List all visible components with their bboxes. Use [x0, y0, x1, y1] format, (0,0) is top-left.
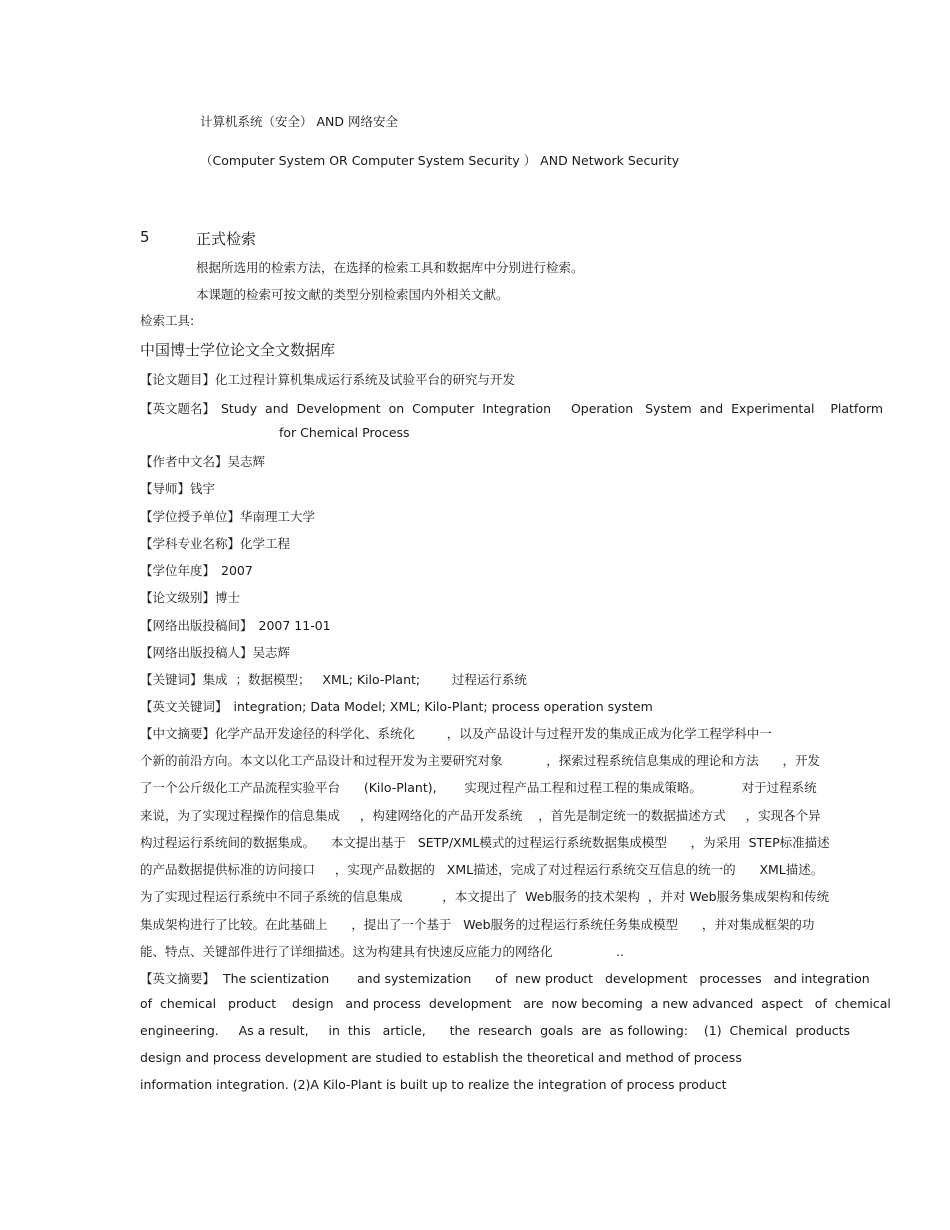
abstract-en-line: information integration. (2)A Kilo-Plant is built up to realize the integration of process product — [140, 1077, 727, 1092]
search-tools-label: 检索工具: — [140, 313, 195, 328]
abstract-cn-line: 构过程运行系统间的数据集成。 本文提出基于 SETP/XML模式的过程运行系统数据集成模型 ，为采用 STEP标准描述 — [140, 835, 830, 850]
field-keywords-en — [140, 697, 653, 715]
abstract-cn-line: 为了实现过程运行系统中不同子系统的信息集成 ，本文提出了 Web服务的技术架构 ，并对 Web服务集成架构和传统 — [140, 889, 830, 904]
field-label: 【英文题名】 — [140, 401, 216, 416]
field-value: 华南理工大学 — [240, 509, 316, 524]
field-label: 【作者中文名】 — [140, 454, 228, 469]
search-query-english: （Computer System OR Computer System Security ） AND Network Security — [200, 153, 680, 168]
field-label: 【英文关键词】 — [140, 699, 228, 714]
field-label: 【网络出版投稿人】 — [140, 645, 253, 660]
field-label: 【学位年度】 — [140, 563, 216, 578]
field-year — [140, 561, 253, 579]
field-value: 吴志辉 — [227, 454, 266, 469]
field-value: Study and Development on Computer Integration Operation System and Experimental Platform — [221, 401, 884, 416]
field-keywords-cn — [140, 670, 527, 688]
abstract-cn-line: 来说，为了实现过程操作的信息集成 ，构建网络化的产品开发系统 ，首先是制定统一的数据描述方式 ，实现各个异 — [140, 808, 821, 823]
field-submitter — [140, 643, 290, 661]
abstract-cn-line: 个新的前沿方向。本文以化工产品设计和过程开发为主要研究对象 ，探索过程系统信息集成的理论和方法 ，开发 — [140, 753, 821, 768]
abstract-en-text: The scientization and systemization of new product development processes and integration — [215, 971, 870, 986]
field-value: 化工过程计算机集成运行系统及试验平台的研究与开发 — [215, 372, 516, 387]
abstract-cn-line: 的产品数据提供标准的访问接口 ，实现产品数据的 XML描述，完成了对过程运行系统交互信息的统一的 XML描述。 — [140, 862, 824, 877]
search-query-chinese: 计算机系统（安全） AND 网络安全 — [200, 114, 398, 129]
field-level — [140, 588, 240, 606]
field-value: 2007 11-01 — [258, 618, 331, 633]
field-label: 【关键词】 — [140, 672, 203, 687]
field-label: 【中文摘要】 — [140, 726, 216, 741]
abstract-cn-line: 了一个公斤级化工产品流程实验平台 (Kilo-Plant), 实现过程产品工程和过程工程的集成策略。 对于过程系统 — [140, 780, 817, 795]
database-name: 中国博士学位论文全文数据库 — [140, 341, 336, 359]
field-advisor — [140, 479, 215, 497]
field-value: 化学工程 — [240, 536, 291, 551]
field-label: 【学科专业名称】 — [140, 536, 241, 551]
field-major — [140, 534, 290, 552]
section-paragraph-2: 本课题的检索可按文献的类型分别检索国内外相关文献。 — [196, 287, 509, 302]
field-title-en-continued: for Chemical Process — [279, 425, 410, 440]
field-value: 博士 — [215, 590, 241, 605]
field-pub-date — [140, 616, 331, 634]
section-number: 5 — [140, 228, 150, 246]
abstract-cn-line — [140, 724, 772, 742]
field-label: 【论文题目】 — [140, 372, 216, 387]
field-author — [140, 452, 265, 470]
section-paragraph-1: 根据所选用的检索方法，在选择的检索工具和数据库中分别进行检索。 — [196, 260, 584, 275]
field-label: 【导师】 — [140, 481, 191, 496]
field-label: 【英文摘要】 — [140, 971, 216, 986]
abstract-en-line: engineering. As a result, in this article, the research goals are as following: (1) Chemical products — [140, 1023, 851, 1038]
section-title: 正式检索 — [196, 230, 257, 248]
field-value: 钱宇 — [190, 481, 216, 496]
field-institution — [140, 507, 315, 525]
field-label: 【论文级别】 — [140, 590, 216, 605]
field-label: 【学位授予单位】 — [140, 509, 241, 524]
abstract-cn-text: 化学产品开发途径的科学化、系统化 ，以及产品设计与过程开发的集成正成为化学工程学科中一 — [215, 726, 772, 741]
abstract-cn-line: 能、特点、关键部件进行了详细描述。这为构建具有快速反应能力的网络化 .. — [140, 944, 625, 959]
abstract-cn-line: 集成架构进行了比较。在此基础上 ，提出了一个基于 Web服务的过程运行系统任务集成模型 ，并对集成框架的功 — [140, 917, 815, 932]
field-value: 集成 ；数据模型； XML; Kilo-Plant; 过程运行系统 — [202, 672, 527, 687]
field-value: 2007 — [221, 563, 253, 578]
abstract-en-line: design and process development are studied to establish the theoretical and method of process — [140, 1050, 742, 1065]
abstract-en-line — [140, 969, 870, 987]
field-title-en — [140, 399, 883, 417]
field-label: 【网络出版投稿间】 — [140, 618, 253, 633]
field-title-cn — [140, 370, 515, 388]
abstract-en-line: of chemical product design and process development are now becoming a new advanced aspect of chemical — [140, 996, 891, 1011]
field-value: 吴志辉 — [252, 645, 291, 660]
field-value: integration; Data Model; XML; Kilo-Plant; process operation system — [233, 699, 653, 714]
